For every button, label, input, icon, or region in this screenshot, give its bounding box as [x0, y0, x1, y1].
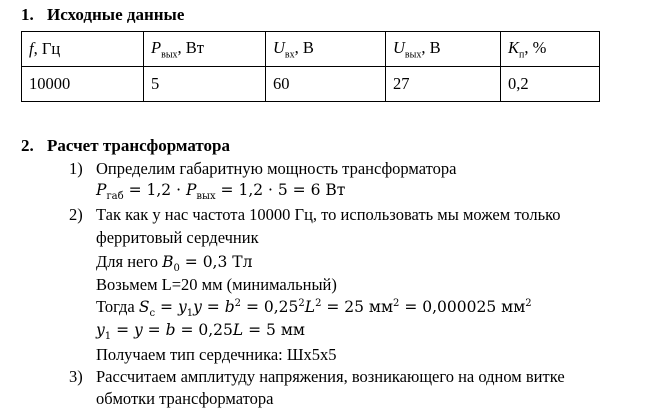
header-output-voltage: $U_{вых}$, В	[386, 32, 501, 67]
step-1-number: 1)	[69, 159, 83, 178]
value-ripple-coefficient: 0,2	[501, 67, 600, 102]
section-1-number: 1.	[21, 5, 34, 24]
step-3-number: 3)	[69, 367, 83, 386]
section-1-title: Исходные данные	[47, 5, 185, 24]
header-input-voltage: $U_{вх}$, В	[266, 32, 386, 67]
header-output-power: $P_{вых}$, Вт	[144, 32, 266, 67]
header-frequency: f, Гц	[22, 32, 144, 67]
section-2-number: 2.	[21, 136, 34, 155]
value-output-voltage: 27	[386, 67, 501, 102]
header-ripple-coefficient: $K_п$, %	[501, 32, 600, 67]
step-1-text: Определим габаритную мощность трансформатора	[96, 159, 457, 178]
value-input-voltage: 60	[266, 67, 386, 102]
value-frequency: 10000	[22, 67, 144, 102]
step-2-side-formula: $y_1 = y = b = 0,25L = 5$ мм	[96, 321, 305, 343]
step-3-text-line-1: Рассчитаем амплитуду напряжения, возникающего на одном витке	[96, 367, 565, 386]
table-header-row	[22, 32, 600, 67]
step-2-length: Возьмем L=20 мм (минимальный)	[96, 275, 337, 294]
step-2-flux-density: Для него $B_0 = 0,3$ Тл	[96, 252, 253, 275]
step-2-number: 2)	[69, 205, 83, 224]
input-data-table	[21, 31, 600, 102]
step-1-formula: $P_{габ} = 1,2 \cdot P_{вых} = 1,2 \cdot 5 = 6$ Вт	[96, 181, 346, 203]
step-3-text-line-2: обмотки трансформатора	[96, 389, 274, 408]
section-2-title: Расчет трансформатора	[47, 136, 231, 155]
step-2-text-line-1: Так как у нас частота 10000 Гц, то использовать мы можем только	[96, 205, 561, 224]
value-output-power: 5	[144, 67, 266, 102]
step-2-core-type: Получаем тип сердечника: Шх5х5	[96, 345, 337, 364]
step-2-area-formula: Тогда $S_c = y_1y = b^2 = 0,25^2L^2 = 25$ $мм^2 = 0,000025$ $мм^2$	[96, 297, 532, 320]
step-2-text-line-2: ферритовый сердечник	[96, 228, 259, 247]
section-1-heading	[21, 5, 184, 25]
section-2-heading	[21, 136, 230, 156]
table-row	[22, 67, 600, 102]
